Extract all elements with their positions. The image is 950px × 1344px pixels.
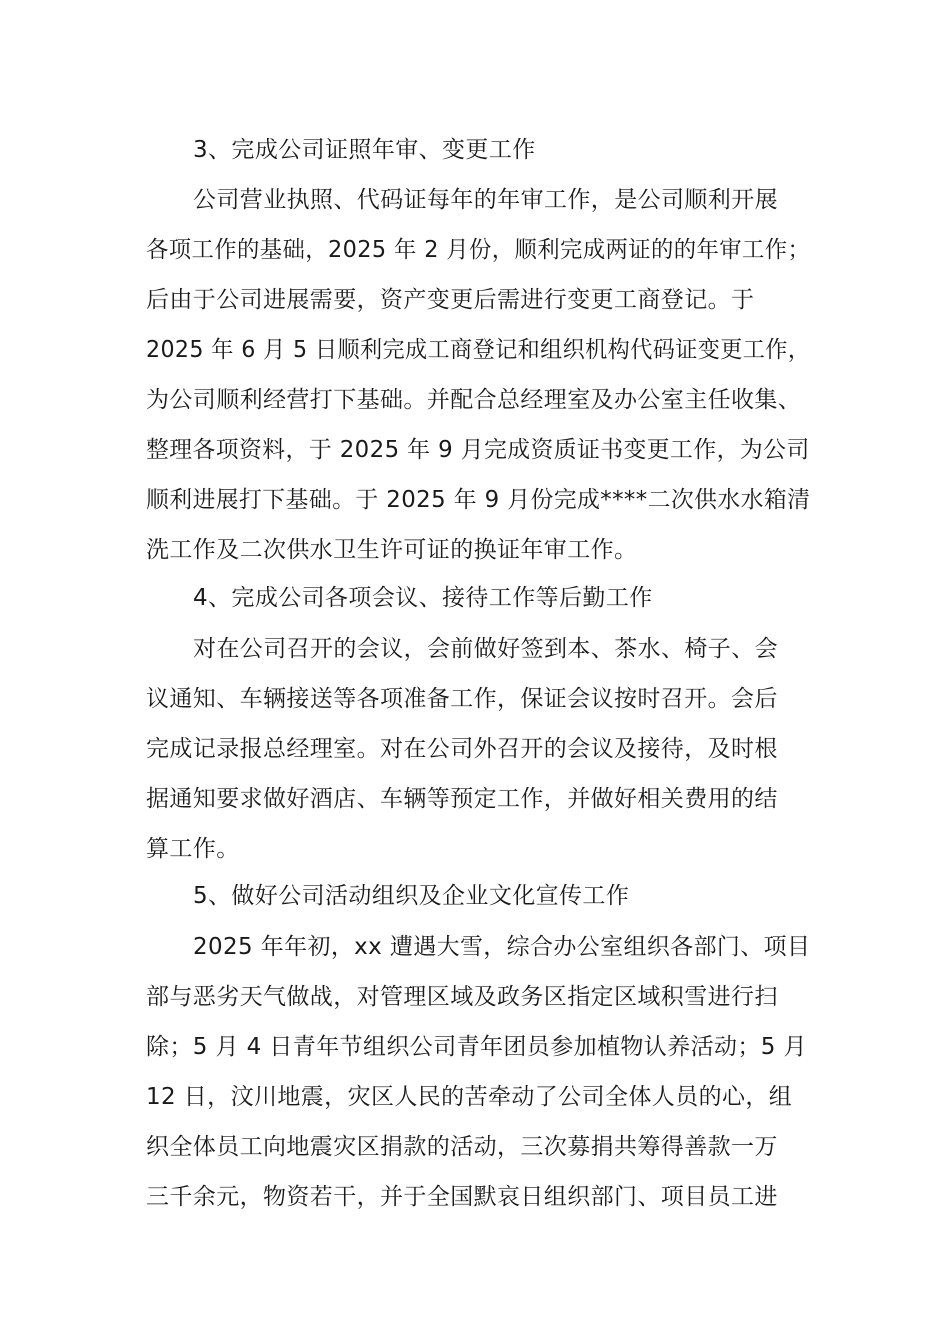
paragraph-line: 12 日，汶川地震，灾区人民的苦牵动了公司全体人员的心，组 (146, 1084, 793, 1110)
paragraph-line: 洗工作及二次供水卫生许可证的换证年审工作。 (146, 537, 638, 563)
section-heading-5: 5、做好公司活动组织及企业文化宣传工作 (193, 883, 630, 909)
paragraph-line: 2025 年 6 月 5 日顺利完成工商登记和组织机构代码证变更工作， (146, 337, 811, 363)
paragraph-line: 后由于公司进展需要，资产变更后需进行变更工商登记。于 (146, 287, 755, 313)
paragraph-line: 除；5 月 4 日青年节组织公司青年团员参加植物认养活动；5 月 (146, 1034, 807, 1060)
section-heading-3: 3、完成公司证照年审、变更工作 (193, 137, 536, 163)
paragraph-line: 各项工作的基础，2025 年 2 月份，顺利完成两证的的年审工作； (146, 237, 811, 263)
paragraph-line: 完成记录报总经理室。对在公司外召开的会议及接待，及时根 (146, 736, 778, 762)
paragraph-line: 议通知、车辆接送等各项准备工作，保证会议按时召开。会后 (146, 686, 778, 712)
paragraph-line: 算工作。 (146, 836, 240, 862)
paragraph-line: 部与恶劣天气做战，对管理区域及政务区指定区域积雪进行扫 (146, 984, 778, 1010)
paragraph-line: 对在公司召开的会议，会前做好签到本、茶水、椅子、会 (193, 636, 778, 662)
paragraph-line: 整理各项资料，于 2025 年 9 月完成资质证书变更工作，为公司 (146, 437, 810, 463)
paragraph-line: 2025 年年初，xx 遭遇大雪，综合办公室组织各部门、项目 (193, 934, 811, 960)
paragraph-line: 据通知要求做好酒店、车辆等预定工作，并做好相关费用的结 (146, 786, 778, 812)
paragraph-line: 三千余元，物资若干，并于全国默哀日组织部门、项目员工进 (146, 1184, 778, 1210)
paragraph-line: 顺利进展打下基础。于 2025 年 9 月份完成****二次供水水箱清 (146, 487, 811, 513)
section-heading-4: 4、完成公司各项会议、接待工作等后勤工作 (193, 585, 653, 611)
paragraph-line: 公司营业执照、代码证每年的年审工作，是公司顺利开展 (193, 187, 778, 213)
paragraph-line: 为公司顺利经营打下基础。并配合总经理室及办公室主任收集、 (146, 387, 802, 413)
paragraph-line: 织全体员工向地震灾区捐款的活动，三次募捐共筹得善款一万 (146, 1134, 778, 1160)
